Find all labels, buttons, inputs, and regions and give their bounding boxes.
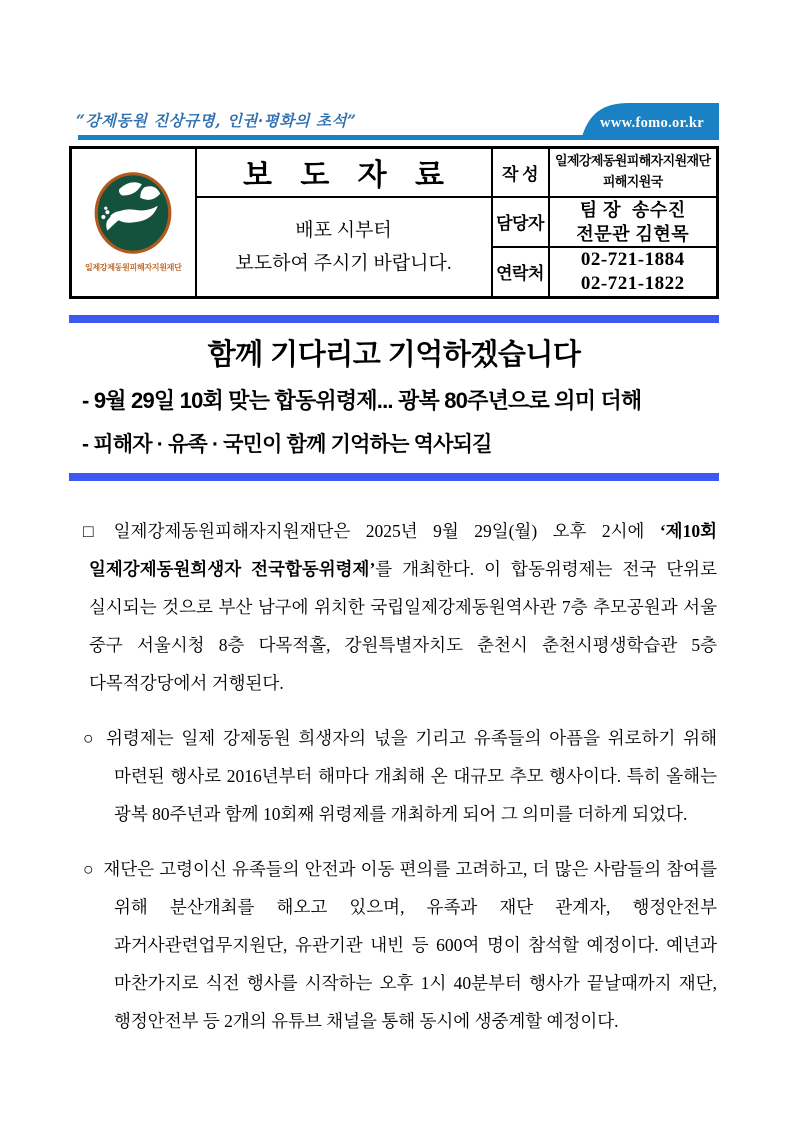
release-instruction-line1: 배포 시부터 — [295, 219, 392, 241]
paragraph-3-text: 재단은 고령이신 유족들의 안전과 이동 편의를 고려하고, 더 많은 사람들의 참여를 위해 분산개최를 해오고 있으며, 유족과 재단 관계자, 행정안전부 과거사관련업무지원단, 유관기관 내빈 등 600여 명이 참석할 예정이다. 예년과 마찬가지로 식전 행사를 시작하는 오후 1시 40분부터 행사가 끝날때까지 재단, 행정안전부 등 2개의 유튜브 채널을 통해 동시에 생중계할 예정이다. — [103, 858, 717, 1031]
foundation-dove-logo-icon — [93, 171, 173, 255]
headline-rule-bottom — [69, 473, 719, 481]
square-bullet-icon: □ — [83, 520, 105, 541]
press-header-table — [69, 146, 719, 299]
foundation-slogan: “강제동원 진상규명, 인권·평화의 초석” — [76, 111, 357, 130]
contact-person-line2: 전문관 김현목 — [576, 223, 690, 244]
headline-subtitle-2: - 피해자 · 유족 · 국민이 함께 기억하는 역사되길 — [82, 432, 492, 456]
paragraph-2 — [83, 719, 717, 833]
phone-value — [549, 247, 718, 297]
phone-number-1: 02-721-1884 — [580, 249, 685, 271]
foundation-logo-cell — [71, 148, 196, 298]
paragraph-1-text-post: 를 개최한다. 이 합동위령제는 전국 단위로 실시되는 것으로 부산 남구에 위치한 국립일제강제동원역사관 7층 추모공원과 서울 중구 서울시청 8층 다목적홀, 강원특별자치도 춘천시 춘천시평생학습관 5층 다목적강당에서 거행된다. — [89, 558, 717, 693]
masthead-rule — [78, 135, 719, 140]
contact-person-value — [549, 197, 718, 248]
paragraph-1-text-pre: 일제강제동원피해자지원재단은 2025년 9월 29일(월) 오후 2시에 — [113, 520, 660, 541]
website-url: www.fomo.or.kr — [600, 115, 704, 131]
phone-number-2: 02-721-1822 — [580, 272, 685, 294]
circle-bullet-icon: ○ — [83, 858, 95, 879]
headline-rule-top — [69, 315, 719, 323]
contact-person-label: 담당자 — [492, 197, 549, 248]
writer-value — [549, 148, 718, 197]
writer-org-line1: 일제강제동원피해자지원재단 — [555, 153, 711, 169]
phone-label: 연락처 — [492, 247, 549, 297]
writer-label: 작 성 — [492, 148, 549, 197]
writer-org-line2: 피해지원국 — [602, 174, 663, 190]
release-instruction — [196, 197, 492, 298]
headline-subtitle-1: - 9월 29일 10회 맞는 합동위령제... 광복 80주년으로 의미 더해 — [82, 387, 642, 413]
headline-title: 함께 기다리고 기억하겠습니다 — [207, 338, 581, 371]
press-body — [69, 512, 719, 1040]
circle-bullet-icon: ○ — [83, 727, 97, 748]
paragraph-2-text: 위령제는 일제 강제동원 희생자의 넋을 기리고 유족들의 아픔을 위로하기 위해 마련된 행사로 2016년부터 해마다 개최해 온 대규모 추모 행사이다. 특히 올해는 광복 80주년과 함께 10회째 위령제를 개최하게 되어 그 의미를 더하게 되었다. — [105, 727, 717, 824]
document-type-title: 보 도 자 료 — [196, 148, 492, 197]
paragraph-1 — [83, 512, 717, 702]
paragraph-1-text-bold: ‘제10회 일제강제동원희생자 전국합동위령제’ — [89, 520, 717, 579]
foundation-name-caption: 일제강제동원피해자지원재단 — [84, 263, 182, 273]
contact-person-line1: 팀 장 송수진 — [579, 199, 686, 220]
release-instruction-line2: 보도하여 주시기 바랍니다. — [235, 252, 452, 274]
paragraph-3 — [83, 850, 717, 1040]
masthead — [69, 103, 719, 140]
